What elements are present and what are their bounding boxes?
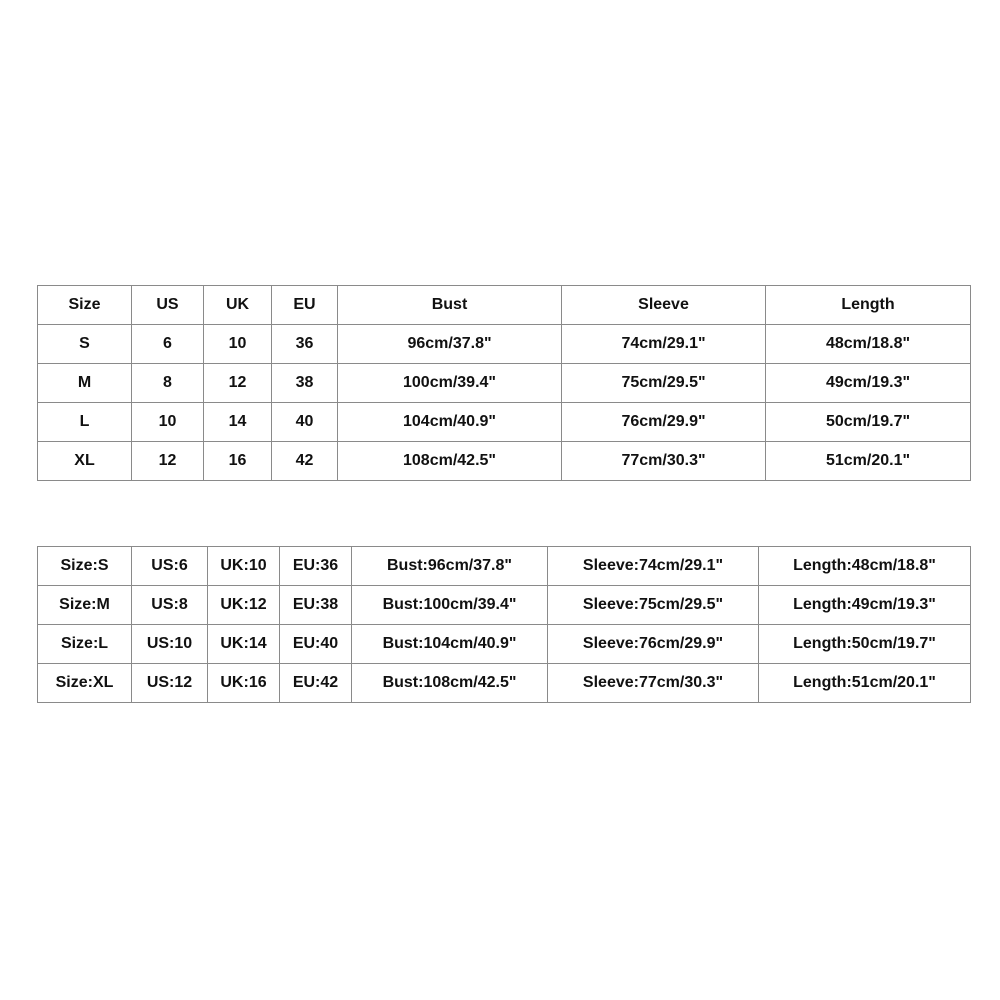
table-cell: 76cm/29.9" [562,403,766,442]
table-cell: UK:14 [208,625,280,664]
table-cell: Length:48cm/18.8" [759,547,971,586]
table-cell: EU:36 [280,547,352,586]
table-cell: 12 [204,364,272,403]
table-cell: Sleeve:74cm/29.1" [548,547,759,586]
table-cell: 42 [272,442,338,481]
size-chart-table [37,285,971,481]
table-cell: Size:M [38,586,132,625]
header-cell-uk: UK [204,286,272,325]
header-cell-size: Size [38,286,132,325]
table-cell: Bust:96cm/37.8" [352,547,548,586]
table-cell: 36 [272,325,338,364]
table-row [38,364,971,403]
table-cell: Size:XL [38,664,132,703]
table-cell: 16 [204,442,272,481]
table-row [38,325,971,364]
table-cell: M [38,364,132,403]
table-cell: 48cm/18.8" [766,325,971,364]
table-cell: 6 [132,325,204,364]
table-cell: S [38,325,132,364]
header-cell-sleeve: Sleeve [562,286,766,325]
table-cell: 14 [204,403,272,442]
header-cell-eu: EU [272,286,338,325]
table-cell: 74cm/29.1" [562,325,766,364]
header-cell-length: Length [766,286,971,325]
table-cell: 8 [132,364,204,403]
table-cell: EU:38 [280,586,352,625]
table-cell: Size:S [38,547,132,586]
table-cell: 10 [132,403,204,442]
table-cell: 38 [272,364,338,403]
table-cell: 100cm/39.4" [338,364,562,403]
table-cell: EU:40 [280,625,352,664]
table-cell: 51cm/20.1" [766,442,971,481]
table-cell: UK:12 [208,586,280,625]
table-cell: 10 [204,325,272,364]
table-cell: US:8 [132,586,208,625]
table-cell: 96cm/37.8" [338,325,562,364]
table-cell: Sleeve:76cm/29.9" [548,625,759,664]
table-header-row [38,286,971,325]
table-row [38,403,971,442]
table-cell: 49cm/19.3" [766,364,971,403]
table-cell: Sleeve:77cm/30.3" [548,664,759,703]
table-cell: XL [38,442,132,481]
table-cell: EU:42 [280,664,352,703]
table-cell: US:6 [132,547,208,586]
table-row [38,442,971,481]
table-cell: Length:49cm/19.3" [759,586,971,625]
table-cell: Bust:100cm/39.4" [352,586,548,625]
table-cell: Length:50cm/19.7" [759,625,971,664]
table-row [38,664,971,703]
table-row [38,547,971,586]
table-cell: 12 [132,442,204,481]
table-cell: 108cm/42.5" [338,442,562,481]
table-cell: 40 [272,403,338,442]
table-cell: 104cm/40.9" [338,403,562,442]
header-cell-bust: Bust [338,286,562,325]
table-cell: UK:10 [208,547,280,586]
table-cell: Size:L [38,625,132,664]
table-cell: Sleeve:75cm/29.5" [548,586,759,625]
table-cell: Bust:108cm/42.5" [352,664,548,703]
table-cell: L [38,403,132,442]
size-chart-table-inline [37,546,971,703]
table-row [38,586,971,625]
table-cell: Length:51cm/20.1" [759,664,971,703]
table-cell: 77cm/30.3" [562,442,766,481]
table-cell: 75cm/29.5" [562,364,766,403]
table-cell: UK:16 [208,664,280,703]
table-cell: US:12 [132,664,208,703]
table-cell: 50cm/19.7" [766,403,971,442]
header-cell-us: US [132,286,204,325]
table-row [38,625,971,664]
table-cell: US:10 [132,625,208,664]
table-cell: Bust:104cm/40.9" [352,625,548,664]
